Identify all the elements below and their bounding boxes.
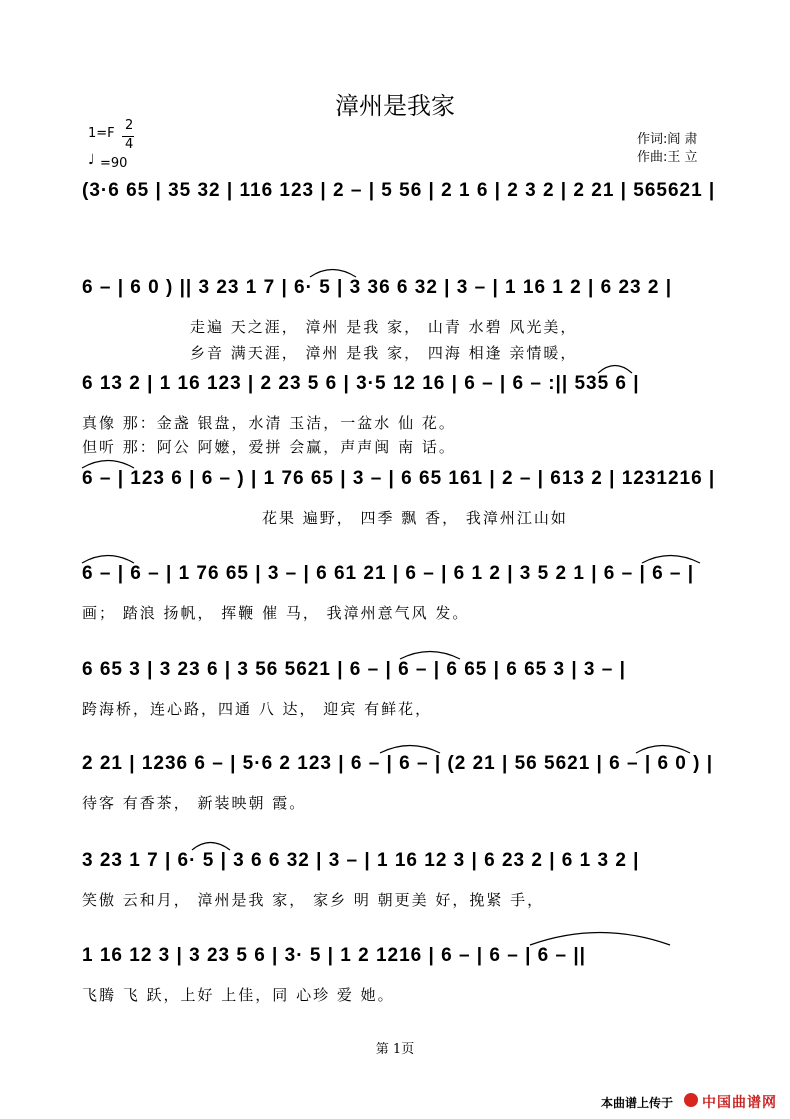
lyric-line-9: 笑傲 云和月， 漳州是我 家， 家乡 明 朝更美 好，挽紧 手， [82, 891, 545, 909]
score-line-5: 6 – | 6 – | 1 76 65 | 3 – | 6 61 21 | 6 – | 6 1 2 | 3 5 2 1 | 6 – | 6 – | [82, 563, 695, 584]
site-logo[interactable]: 中国曲谱网 [702, 1095, 777, 1111]
score-line-6: 6 65 3 | 3 23 6 | 3 56 5621 | 6 – | 6 – | 6 65 | 6 65 3 | 3 – | [82, 659, 626, 680]
score-line-4: 6 – | 123 6 | 6 – ) | 1 76 65 | 3 – | 6 65 161 | 2 – | 613 2 | 1231216 | [82, 468, 716, 489]
lyric-line-5: 花果 遍野， 四季 飘 香， 我漳州江山如 [262, 509, 568, 527]
site-logo-icon [684, 1093, 698, 1107]
lyric-line-1: 走遍 天之涯， 漳州 是我 家， 山青 水碧 风光美， [190, 318, 578, 336]
composer-credit: 作曲:王 立 [637, 150, 698, 165]
upload-notice: 本曲谱上传于 [601, 1096, 674, 1110]
lyric-line-8: 待客 有香茶， 新装映朝 霞。 [82, 794, 307, 812]
time-signature-bottom: 4 [125, 137, 134, 152]
page-number: 第 1页 [375, 1042, 415, 1057]
lyric-line-2: 乡音 满天涯， 漳州 是我 家， 四海 相逢 亲情暖， [190, 344, 578, 362]
key-signature: 1=F [88, 126, 115, 141]
score-line-2: 6 – | 6 0 ) || 3 23 1 7 | 6· 5 | 3 36 6 32 | 3 – | 1 16 1 2 | 6 23 2 | [82, 277, 673, 298]
lyricist-credit: 作词:阎 肃 [637, 132, 698, 147]
score-line-9: 1 16 12 3 | 3 23 5 6 | 3· 5 | 1 2 1216 | 6 – | 6 – | 6 – || [82, 945, 586, 966]
score-line-8: 3 23 1 7 | 6· 5 | 3 6 6 32 | 3 – | 1 16 12 3 | 6 23 2 | 6 1 3 2 | [82, 850, 640, 871]
lyric-line-3: 真像 那：金盏 银盘，水清 玉洁，一盆水 仙 花。 [82, 414, 456, 432]
score-line-7: 2 21 | 1236 6 – | 5·6 2 123 | 6 – | 6 – | (2 21 | 56 5621 | 6 – | 6 0 ) | [82, 753, 714, 774]
page-title: 漳州是我家 [335, 92, 455, 120]
quarter-note-icon: ♩ [88, 152, 95, 168]
lyric-line-10: 飞腾 飞 跃，上好 上佳，同 心珍 爱 她。 [82, 986, 395, 1004]
score-line-3: 6 13 2 | 1 16 123 | 2 23 5 6 | 3·5 12 16 | 6 – | 6 – :|| 535 6 | [82, 373, 640, 394]
score-line-1: (3·6 65 | 35 32 | 116 123 | 2 – | 5 56 | 2 1 6 | 2 3 2 | 2 21 | 565621 | [82, 180, 716, 201]
lyric-line-4: 但听 那：阿公 阿嬷，爱拼 会赢，声声闽 南 话。 [82, 438, 456, 456]
time-signature-top: 2 [125, 118, 134, 133]
tempo-marking: =90 [100, 156, 128, 171]
lyric-line-7: 跨海桥，连心路，四通 八 达， 迎宾 有鲜花， [82, 700, 433, 718]
lyric-line-6: 画； 踏浪 扬帆， 挥鞭 催 马， 我漳州意气风 发。 [82, 604, 470, 622]
